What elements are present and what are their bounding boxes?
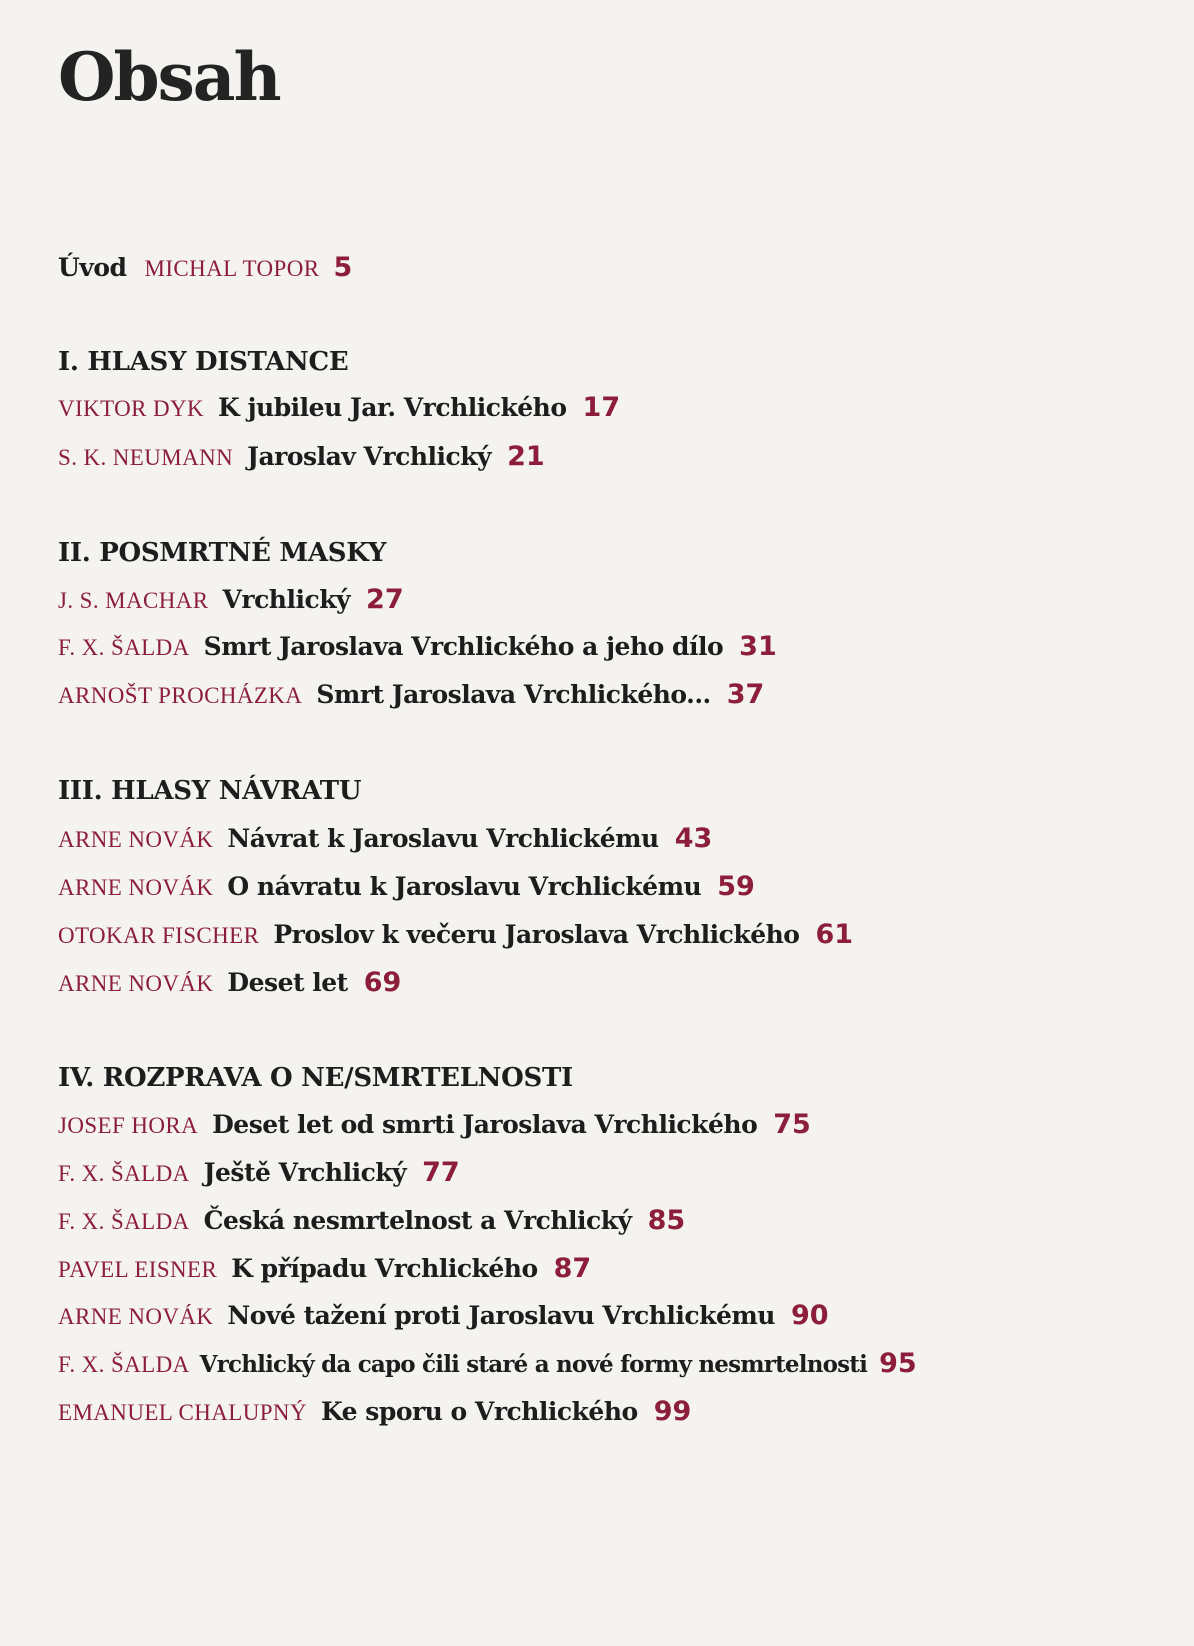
entry-title: Úvod bbox=[58, 253, 127, 282]
entry-title: Smrt Jaroslava Vrchlického a jeho dílo bbox=[203, 632, 724, 661]
entry-author: JOSEF HORA bbox=[58, 1113, 199, 1138]
entry-page: 31 bbox=[739, 631, 777, 662]
toc-entry[interactable] bbox=[58, 586, 404, 613]
entry-title: Nové tažení proti Jaroslavu Vrchlickému bbox=[227, 1301, 775, 1330]
entry-page: 37 bbox=[726, 679, 765, 710]
toc-entry[interactable] bbox=[58, 443, 545, 470]
entry-page: 5 bbox=[333, 252, 353, 283]
entry-title: Smrt Jaroslava Vrchlického... bbox=[316, 680, 711, 709]
entry-author: S. K. NEUMANN bbox=[58, 445, 234, 470]
entry-page: 99 bbox=[653, 1396, 692, 1427]
entry-title: Návrat k Jaroslavu Vrchlickému bbox=[227, 824, 659, 853]
entry-author: ARNE NOVÁK bbox=[58, 1304, 214, 1329]
entry-page: 17 bbox=[582, 392, 621, 423]
show-through-decoration bbox=[840, 70, 852, 125]
entry-author: F. X. ŠALDA bbox=[58, 635, 190, 660]
toc-entry[interactable] bbox=[58, 394, 620, 421]
toc-entry[interactable] bbox=[58, 1111, 811, 1138]
entry-title: Jaroslav Vrchlický bbox=[247, 442, 492, 471]
entry-page: 43 bbox=[674, 823, 713, 854]
entry-title: Vrchlický da capo čili staré a nové formy nesmrtelnosti bbox=[199, 1351, 868, 1378]
entry-author: J. S. MACHAR bbox=[58, 588, 209, 613]
entry-author: F. X. ŠALDA bbox=[58, 1352, 190, 1377]
entry-author: ARNOŠT PROCHÁZKA bbox=[58, 683, 303, 708]
toc-entry[interactable] bbox=[58, 873, 755, 900]
entry-title: Vrchlický bbox=[222, 585, 351, 614]
toc-entry[interactable] bbox=[58, 1302, 829, 1329]
section-heading: III. HLASY NÁVRATU bbox=[58, 776, 362, 806]
entry-title: Ke sporu o Vrchlického bbox=[320, 1397, 638, 1426]
entry-title: Deset let od smrti Jaroslava Vrchlického bbox=[212, 1110, 758, 1139]
section-heading: II. POSMRTNÉ MASKY bbox=[58, 538, 387, 568]
entry-title: Deset let bbox=[227, 968, 348, 997]
entry-page: 59 bbox=[717, 871, 755, 902]
entry-page: 77 bbox=[422, 1157, 460, 1188]
entry-page: 21 bbox=[507, 441, 545, 472]
toc-entry[interactable] bbox=[58, 921, 853, 948]
entry-page: 85 bbox=[647, 1205, 686, 1236]
toc-entry[interactable] bbox=[58, 825, 712, 852]
entry-title: Proslov k večeru Jaroslava Vrchlického bbox=[273, 920, 800, 949]
entry-page: 27 bbox=[366, 584, 404, 615]
toc-entry[interactable] bbox=[58, 633, 777, 660]
toc-entry[interactable] bbox=[58, 1159, 460, 1186]
page-title: Obsah bbox=[58, 38, 280, 116]
toc-entry[interactable] bbox=[58, 1398, 691, 1425]
entry-author: F. X. ŠALDA bbox=[58, 1161, 190, 1186]
section-heading: IV. ROZPRAVA O NE/SMRTELNOSTI bbox=[58, 1063, 573, 1093]
entry-page: 95 bbox=[879, 1348, 917, 1379]
toc-entry[interactable] bbox=[58, 969, 401, 996]
entry-author: ARNE NOVÁK bbox=[58, 875, 214, 900]
entry-title: Ještě Vrchlický bbox=[203, 1158, 407, 1187]
entry-author: EMANUEL CHALUPNÝ bbox=[58, 1400, 307, 1425]
entry-author: PAVEL EISNER bbox=[58, 1257, 218, 1282]
entry-title: O návratu k Jaroslavu Vrchlickému bbox=[227, 872, 702, 901]
toc-entry-intro[interactable] bbox=[58, 254, 352, 281]
entry-author: MICHAL TOPOR bbox=[144, 256, 320, 281]
toc-entry[interactable] bbox=[58, 1255, 591, 1282]
toc-entry[interactable] bbox=[58, 1207, 685, 1234]
entry-author: VIKTOR DYK bbox=[58, 396, 205, 421]
entry-title: K případu Vrchlického bbox=[231, 1254, 538, 1283]
entry-page: 75 bbox=[773, 1109, 811, 1140]
entry-title: K jubileu Jar. Vrchlického bbox=[218, 393, 567, 422]
entry-title: Česká nesmrtelnost a Vrchlický bbox=[203, 1206, 632, 1235]
entry-author: ARNE NOVÁK bbox=[58, 827, 214, 852]
entry-page: 90 bbox=[790, 1300, 829, 1331]
entry-author: OTOKAR FISCHER bbox=[58, 923, 260, 948]
entry-page: 69 bbox=[363, 967, 402, 998]
entry-page: 87 bbox=[553, 1253, 592, 1284]
section-heading: I. HLASY DISTANCE bbox=[58, 347, 349, 377]
toc-entry[interactable] bbox=[58, 1350, 917, 1377]
toc-entry[interactable] bbox=[58, 681, 764, 708]
entry-author: F. X. ŠALDA bbox=[58, 1209, 190, 1234]
entry-page: 61 bbox=[815, 919, 854, 950]
entry-author: ARNE NOVÁK bbox=[58, 971, 214, 996]
